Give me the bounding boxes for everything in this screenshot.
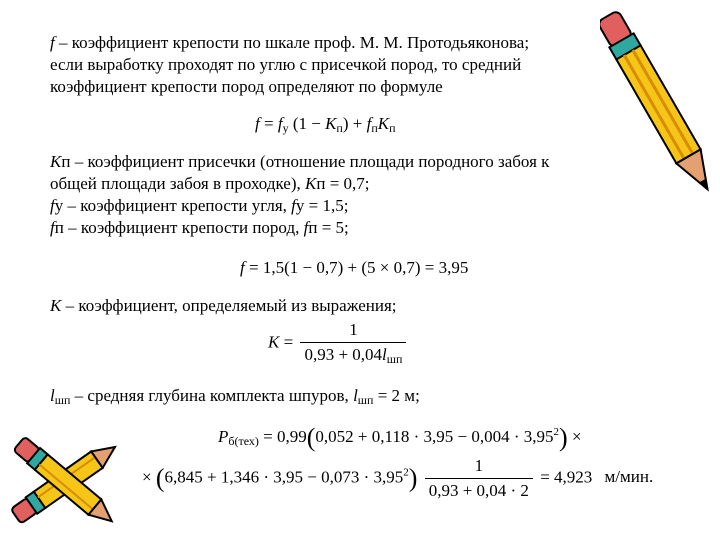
kp-definition-text-2: общей площади забоя в проходке), xyxy=(50,174,301,193)
f1-plus: + xyxy=(352,114,363,133)
f1-K: K xyxy=(325,114,337,133)
f1-fp: f xyxy=(366,114,372,133)
symbol-fp: f xyxy=(50,218,55,237)
f2-result: = 3,95 xyxy=(424,258,469,277)
formula-f-numeric xyxy=(240,258,468,278)
f2-term-b: (5 × 0,7) xyxy=(361,258,421,277)
f4-bracket2-close: ) xyxy=(408,463,418,493)
f1-open: (1 − xyxy=(292,114,321,133)
f4-sq2: 2 xyxy=(403,466,409,479)
f1-sub-p3: п xyxy=(389,121,396,135)
symbol-sub-y: у xyxy=(54,196,64,215)
formula-P-line-1 xyxy=(218,423,582,453)
f4-bracket2-open: ( xyxy=(155,463,165,493)
f4-result: = 4,923 xyxy=(540,467,593,487)
f3-lhs: K xyxy=(268,332,280,352)
symbol-sub-shp: шп xyxy=(54,393,71,407)
f1-close: ) xyxy=(342,114,349,133)
symbol-sub-shp-2: шп xyxy=(357,393,374,407)
kp-definition-text: – коэффициент присечки (отношение площади породного забоя к xyxy=(74,152,550,171)
f4-numerator: 1 xyxy=(474,456,484,475)
symbol-sub-p-2: п xyxy=(316,174,326,193)
f4-bracket2: 6,845 + 1,346 · 3,95 − 0,073 · 3,95 xyxy=(164,467,404,487)
k-definition-line xyxy=(50,295,397,317)
f3-fraction xyxy=(300,320,406,367)
lshp-value: = 2 м; xyxy=(377,386,420,405)
f4-bracket1-open: ( xyxy=(306,423,316,452)
pencil-icon xyxy=(600,2,720,212)
intro-line-1 xyxy=(50,32,529,54)
symbol-K-2: K xyxy=(305,174,317,193)
f4-times: × xyxy=(571,426,582,446)
f3-denominator xyxy=(300,342,406,367)
fy-definition-text: – коэффициент крепости угля, xyxy=(67,196,287,215)
symbol-f: f xyxy=(50,33,55,52)
intro-line-3: коэффициент крепости пород определяют по формуле xyxy=(50,77,443,96)
formula-P-line-2 xyxy=(142,456,653,501)
symbol-fp-2: f xyxy=(303,218,309,237)
f4-unit: м/мин. xyxy=(604,467,654,487)
formula-K xyxy=(268,320,409,367)
symbol-fy-2: f xyxy=(291,196,296,215)
f4-bracket1-close: ) xyxy=(559,423,568,452)
fy-value: = 1,5; xyxy=(308,196,349,215)
f4-sub-btex: б(тех) xyxy=(228,433,259,448)
fp-definition-line xyxy=(50,217,349,239)
f3-sub-shp: шп xyxy=(386,352,403,366)
f4-P: P xyxy=(218,426,229,446)
symbol-sub-p: п xyxy=(61,152,71,171)
lshp-definition-text: – средняя глубина комплекта шпуров, xyxy=(74,386,349,405)
kp-definition-line-1 xyxy=(50,151,549,173)
fp-value: = 5; xyxy=(321,218,349,237)
formula-f-general xyxy=(255,114,396,136)
f1-fy: f xyxy=(277,114,283,133)
f4-line2-times: × xyxy=(142,467,152,487)
f2-lhs: f xyxy=(240,258,245,277)
fy-definition-line xyxy=(50,195,348,217)
symbol-l: l xyxy=(50,386,55,405)
f1-sub-y: у xyxy=(282,121,289,135)
f4-denominator: 0,93 + 0,04 · 2 xyxy=(425,478,533,501)
f4-bracket1: 0,052 + 0,118 · 3,95 − 0,004 · 3,95 xyxy=(315,426,554,446)
symbol-K-3: K xyxy=(50,296,62,315)
f1-K2: K xyxy=(377,114,390,133)
f1-eq: = xyxy=(263,114,274,133)
f4-line1-coef: = 0,99 xyxy=(263,426,307,446)
f1-sub-p: п xyxy=(336,121,343,135)
symbol-sub-p-4: п xyxy=(308,218,318,237)
symbol-K: K xyxy=(50,152,62,171)
symbol-sub-y-2: у xyxy=(295,196,305,215)
k-definition-text: – коэффициент, определяемый из выражения; xyxy=(65,296,397,315)
lshp-definition-line xyxy=(50,385,420,411)
symbol-l-2: l xyxy=(353,386,358,405)
f2-plus: + xyxy=(347,258,358,277)
f3-l: l xyxy=(382,345,387,364)
kp-value: = 0,7; xyxy=(329,174,370,193)
f1-lhs: f xyxy=(255,114,260,133)
symbol-fy: f xyxy=(50,196,55,215)
f3-den-text: 0,93 + 0,04 xyxy=(304,345,383,364)
symbol-sub-p-3: п xyxy=(54,218,64,237)
f3-eq: = xyxy=(283,332,294,352)
f2-eq: = 1,5 xyxy=(248,258,285,277)
fp-definition-text: – коэффициент крепости пород, xyxy=(68,218,300,237)
f1-sub-p2: п xyxy=(371,121,378,135)
f4-fraction xyxy=(425,456,533,501)
f2-term-a: (1 − 0,7) xyxy=(284,258,344,277)
intro-line-2: если выработку проходят по углю с присечкой пород, то средний xyxy=(50,55,522,74)
f3-numerator: 1 xyxy=(349,320,358,339)
crossed-pencils-icon xyxy=(0,425,130,540)
intro-text-1: – коэффициент крепости по шкале проф. М. М. Протодьяконова; xyxy=(58,33,530,52)
f4-sq: 2 xyxy=(553,425,560,438)
kp-definition-line-2 xyxy=(50,173,370,195)
